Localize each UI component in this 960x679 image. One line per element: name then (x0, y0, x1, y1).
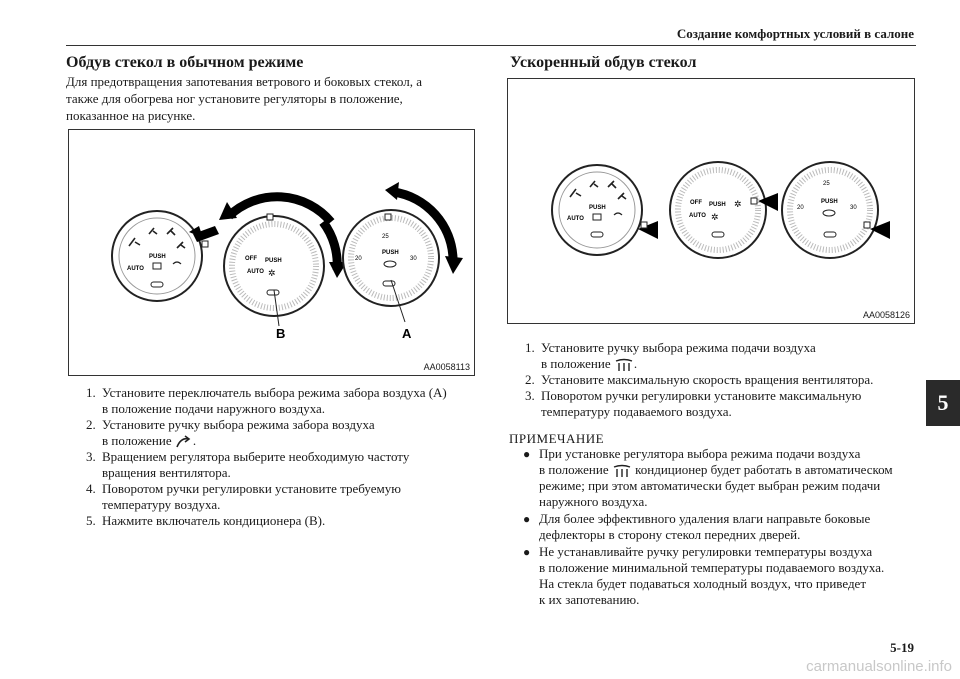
svg-text:PUSH: PUSH (589, 205, 606, 211)
svg-text:✲: ✲ (711, 212, 719, 222)
right-steps (525, 340, 925, 420)
svg-text:AUTO: AUTO (127, 266, 144, 272)
svg-text:AUTO: AUTO (689, 213, 706, 219)
left-intro: Для предотвращения запотевания ветрового и боковых стекол, а также для обогрева ног установите регуляторы в положение, показанное на рисунке. (66, 74, 422, 123)
left-steps (86, 385, 486, 529)
callout-a-label: A (402, 326, 412, 341)
defrost-icon (612, 464, 632, 478)
svg-text:✲: ✲ (734, 199, 742, 209)
note-item: ● При установке регулятора выбора режима подачи воздуха в положение кондиционер будет работать в автоматическом режиме; при этом автоматически будет выбран режим подачи наружного воздуха. (523, 446, 893, 510)
step-item: 1. Установите ручку выбора режима подачи воздуха в положение . (525, 340, 816, 371)
chapter-tab: 5 (926, 380, 960, 426)
figure-fast-defog (507, 78, 915, 324)
svg-text:PUSH: PUSH (821, 199, 838, 205)
temperature-knob (343, 182, 463, 306)
step-item: 5. Нажмите включатель кондиционера (B). (86, 513, 326, 529)
svg-text:AUTO: AUTO (247, 269, 264, 275)
svg-text:25: 25 (382, 234, 389, 240)
mode-knob (112, 211, 219, 301)
svg-text:PUSH: PUSH (709, 202, 726, 208)
figure-normal-defog (68, 129, 475, 376)
svg-text:PUSH: PUSH (149, 254, 166, 260)
mode-knob (552, 165, 658, 255)
step-item: 3. Вращением регулятора выберите необходимую частоту вращения вентилятора. (86, 449, 410, 481)
step-item: 4. Поворотом ручки регулировки установите требуемую температуру воздуха. (86, 481, 401, 513)
callout-b-label: B (276, 326, 286, 341)
defrost-icon (614, 358, 634, 372)
svg-text:20: 20 (797, 205, 804, 211)
figure-code: AA0058113 (423, 362, 470, 372)
svg-text:PUSH: PUSH (382, 250, 399, 256)
left-heading: Обдув стекол в обычном режиме (66, 54, 304, 71)
header-rule (66, 45, 916, 46)
svg-text:✲: ✲ (268, 268, 276, 278)
step-item: 1. Установите переключатель выбора режима забора воздуха (A) в положение подачи наружного воздуха. (86, 385, 447, 416)
temperature-knob (782, 162, 890, 258)
svg-text:30: 30 (410, 256, 417, 262)
step-item: 3. Поворотом ручки регулировки установите максимальную температуру подаваемого воздуха. (525, 388, 862, 420)
fan-knob (219, 197, 347, 316)
fan-knob (670, 162, 778, 258)
fresh-air-icon (175, 435, 193, 449)
knobs-illustration (69, 130, 474, 375)
note-item: ● Для более эффективного удаления влаги направьте боковые дефлекторы в сторону стекол передних дверей. (523, 511, 871, 543)
notes-list (523, 446, 923, 609)
step-item: 2. Установите максимальную скорость вращения вентилятора. (525, 372, 874, 388)
svg-text:25: 25 (823, 181, 830, 187)
svg-text:PUSH: PUSH (265, 258, 282, 264)
note-item: ● Не устанавливайте ручку регулировки температуры воздуха в положение минимальной температуры подаваемого воздуха. На стекла будет подаваться холодный воздух, что приведет к их запотеванию. (523, 544, 885, 608)
svg-text:OFF: OFF (245, 256, 257, 262)
right-heading: Ускоренный обдув стекол (510, 54, 697, 71)
knobs-illustration-fast (508, 79, 914, 323)
watermark: carmanualsonline.info (806, 658, 952, 675)
page-number: 5-19 (890, 640, 914, 655)
step-item: 2. Установите ручку выбора режима забора воздуха в положение . (86, 417, 375, 448)
note-title: ПРИМЕЧАНИЕ (509, 431, 605, 446)
figure-code: AA0058126 (862, 310, 910, 320)
running-header: Создание комфортных условий в салоне (676, 26, 914, 41)
svg-text:OFF: OFF (690, 200, 702, 206)
svg-text:AUTO: AUTO (567, 216, 584, 222)
svg-text:30: 30 (850, 205, 857, 211)
svg-text:20: 20 (355, 256, 362, 262)
